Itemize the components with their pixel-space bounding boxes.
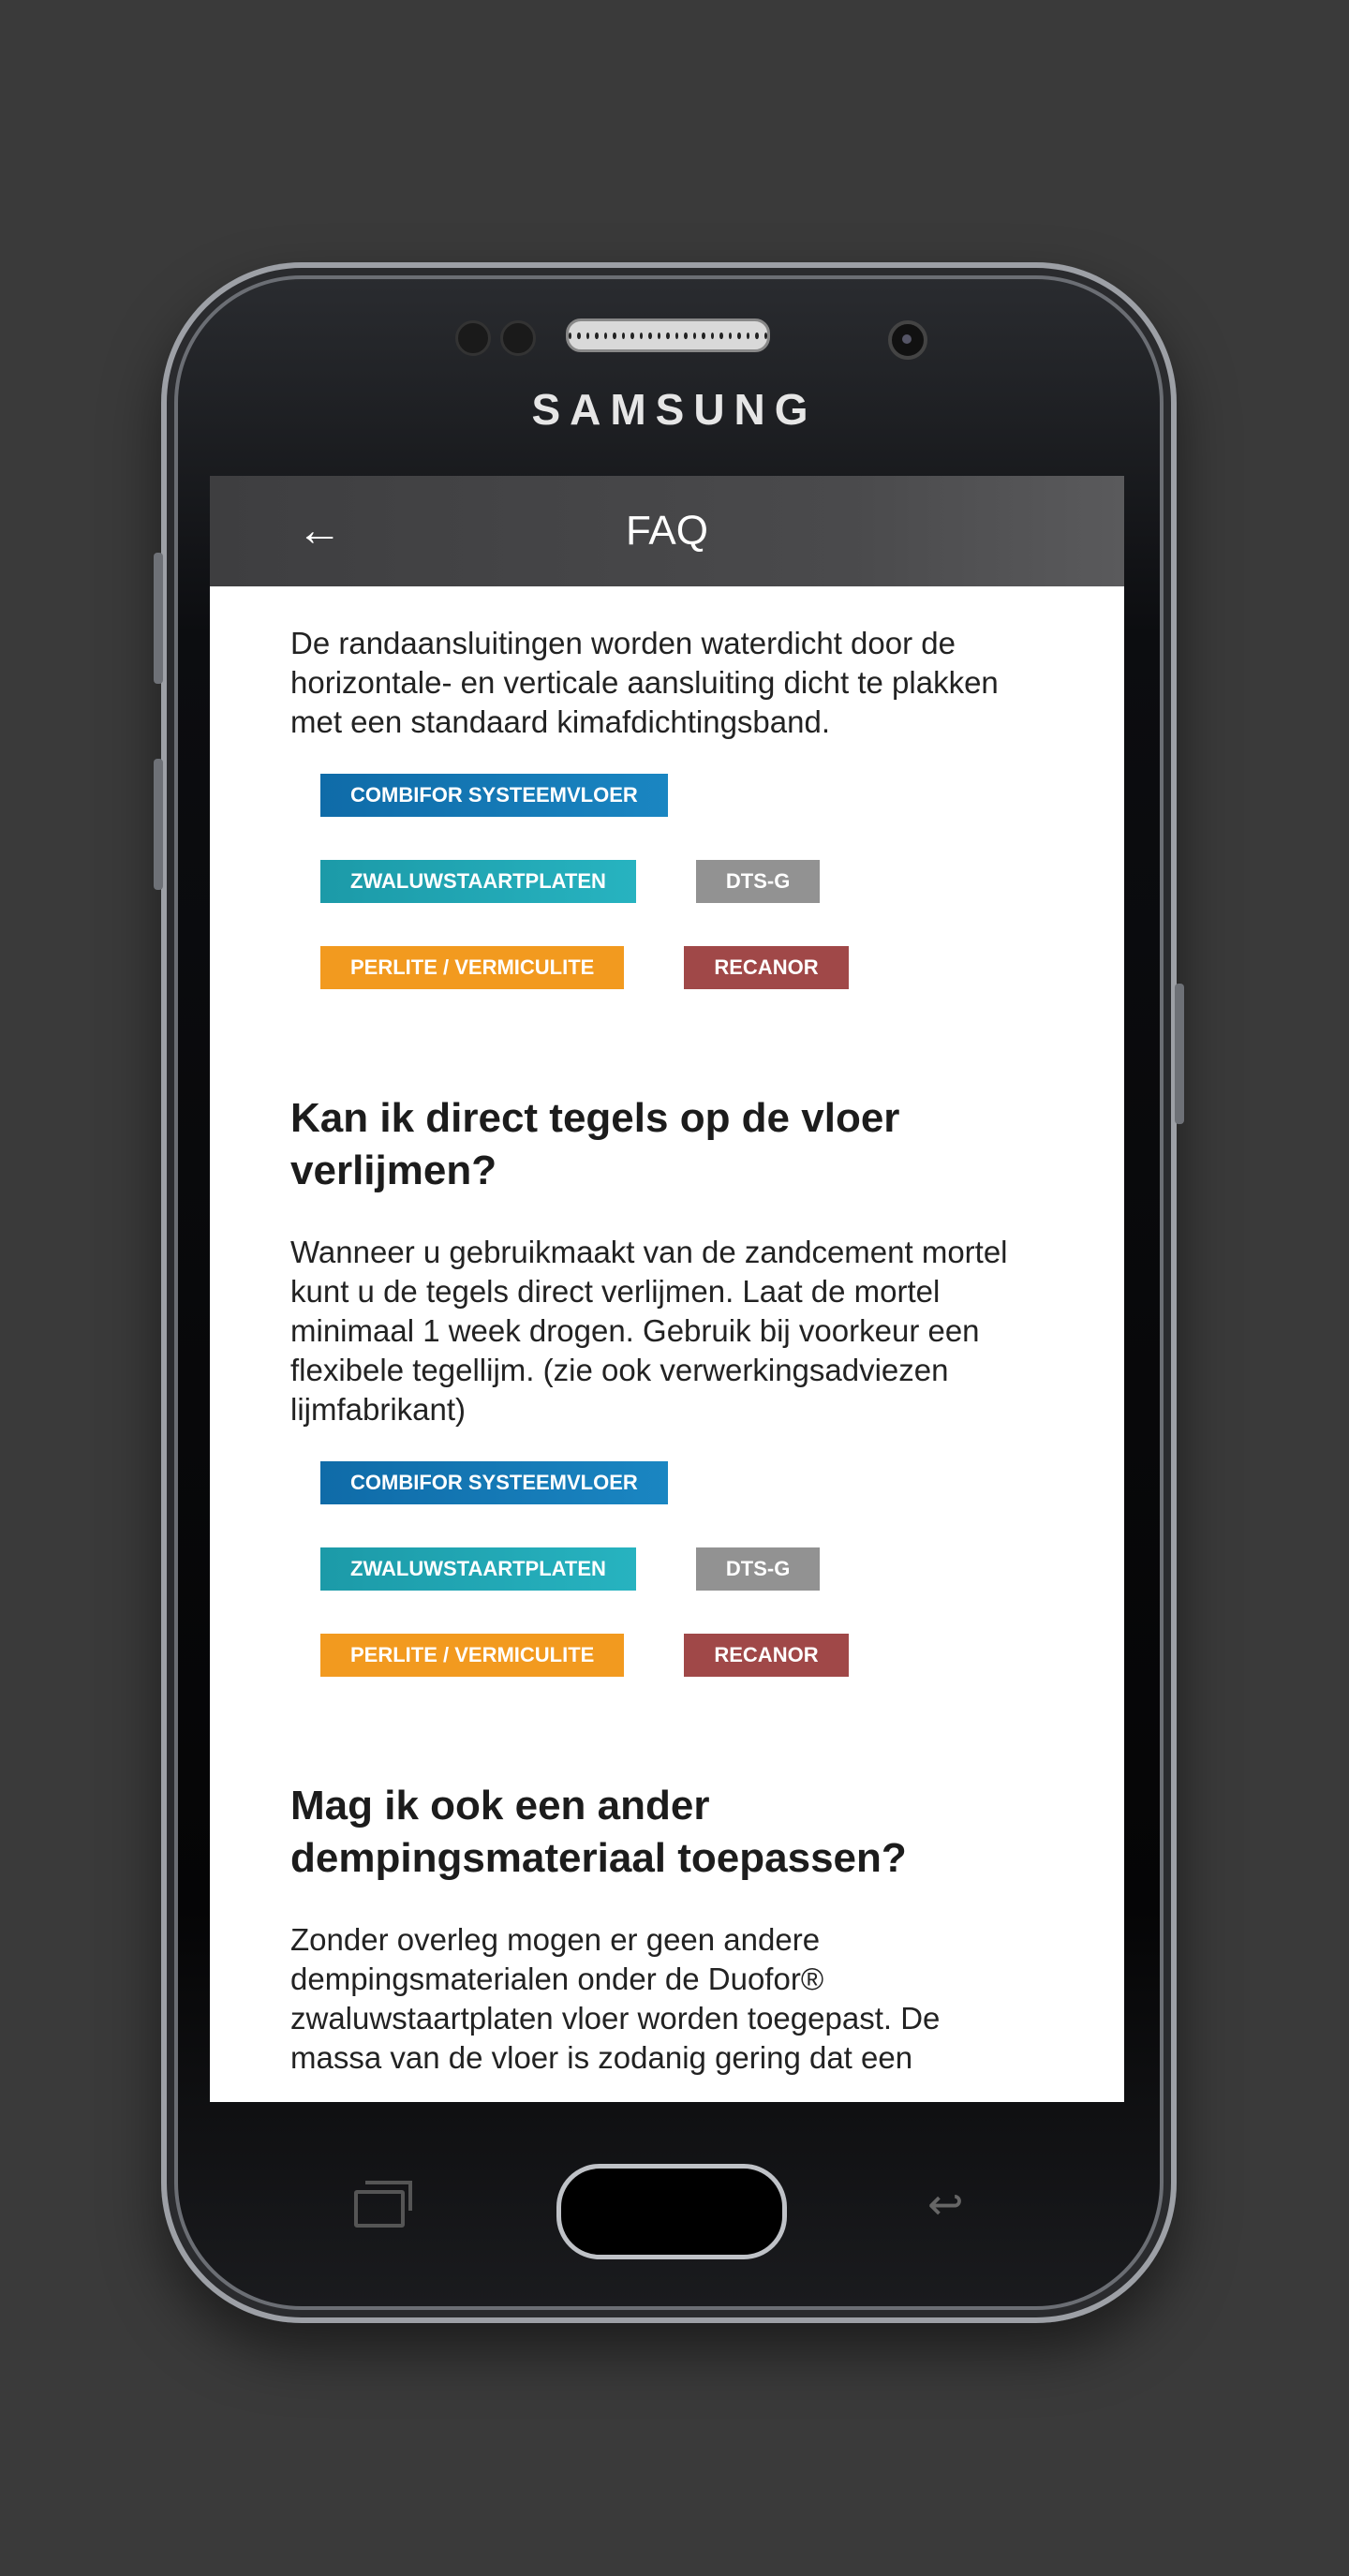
faq-question: Mag ik ook een ander dempingsmateriaal toepassen? xyxy=(290,1783,907,1881)
tag-perlite-vermiculite[interactable]: PERLITE / VERMICULITE xyxy=(320,1634,624,1677)
tag-perlite-vermiculite[interactable]: PERLITE / VERMICULITE xyxy=(320,946,624,989)
intro-text: De randaansluitingen worden waterdicht door de horizontale- en verticale aansluiting dicht te plakken met een standaard kimafdichtingsband. xyxy=(290,626,999,739)
faq-answer: Wanneer u gebruikmaakt van de zandcement mortel kunt u de tegels direct verlijmen. Laat de mortel minimaal 1 week drogen. Gebruik bij voorkeur een flexibele tegellijm. (zie ook verwerkingsadviezen lijmfabrikant) xyxy=(290,1235,1008,1427)
front-camera xyxy=(888,320,927,360)
proximity-sensor xyxy=(455,320,491,356)
tag-recanor[interactable]: RECANOR xyxy=(684,946,848,989)
back-key-icon[interactable]: ↩ xyxy=(927,2180,964,2228)
volume-down-button xyxy=(154,759,163,890)
tag-dts-g[interactable]: DTS-G xyxy=(696,860,820,903)
tag-dts-g[interactable]: DTS-G xyxy=(696,1547,820,1591)
back-arrow-icon[interactable]: ← xyxy=(297,506,342,555)
faq-content[interactable] xyxy=(210,586,1124,2078)
tag-zwaluwstaartplaten[interactable]: ZWALUWSTAARTPLATEN xyxy=(320,860,636,903)
hardware-nav-bar xyxy=(210,2117,1124,2258)
earpiece-speaker xyxy=(566,318,770,352)
volume-up-button xyxy=(154,553,163,684)
tag-zwaluwstaartplaten[interactable]: ZWALUWSTAARTPLATEN xyxy=(320,1547,636,1591)
home-button[interactable] xyxy=(556,2164,787,2259)
light-sensor xyxy=(500,320,536,356)
page-title: FAQ xyxy=(625,508,709,554)
faq-question: Kan ik direct tegels op de vloer verlijmen? xyxy=(290,1095,900,1193)
faq-answer: Zonder overleg mogen er geen andere dempingsmaterialen onder de Duofor® zwaluwstaartplaten vloer worden toegepast. De massa van de vloer is zodanig gering dat een xyxy=(290,1922,941,2075)
power-button xyxy=(1175,984,1184,1124)
tag-group-1 xyxy=(290,774,1030,989)
app-screen xyxy=(210,476,1124,2102)
recent-apps-icon[interactable] xyxy=(354,2190,405,2228)
app-bar xyxy=(210,476,1124,586)
brand-logo: SAMSUNG xyxy=(531,385,818,434)
tag-combifor-systeemvloer[interactable]: COMBIFOR SYSTEEMVLOER xyxy=(320,774,668,817)
tag-combifor-systeemvloer[interactable]: COMBIFOR SYSTEEMVLOER xyxy=(320,1461,668,1504)
tag-group-2 xyxy=(290,1461,1030,1677)
tag-recanor[interactable]: RECANOR xyxy=(684,1634,848,1677)
